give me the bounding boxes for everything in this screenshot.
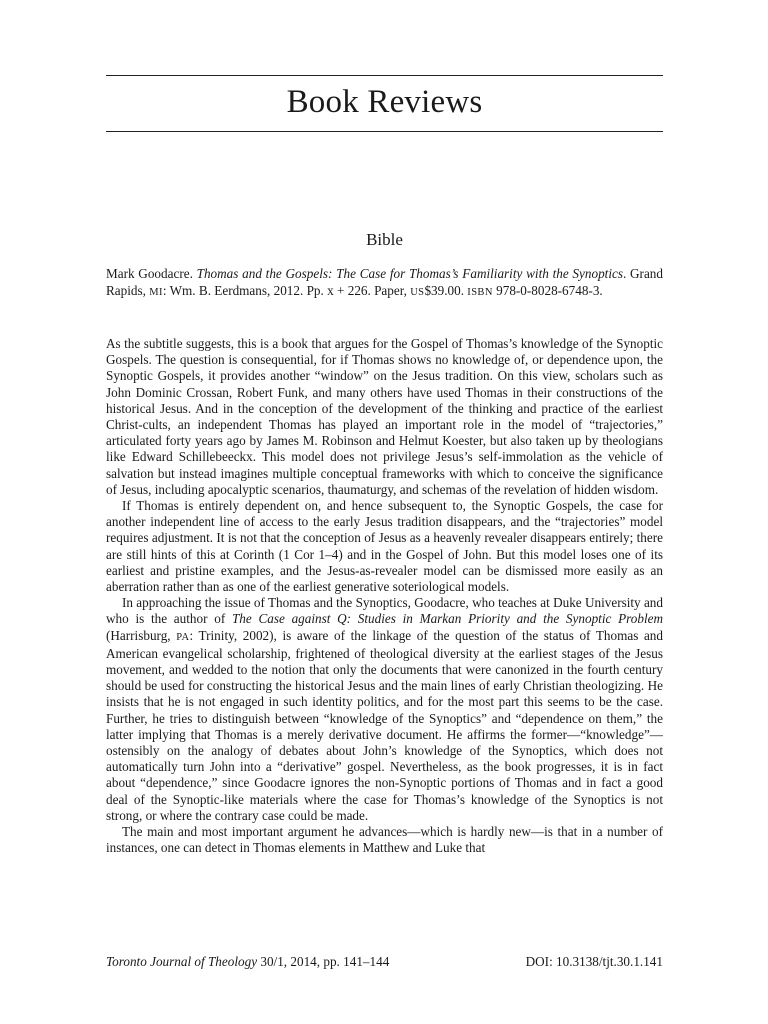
review-book-title: Thomas and the Gospels: The Case for Thomas’s Familiarity with the Synoptics xyxy=(196,266,623,281)
paragraph-4: The main and most important argument he advances—which is hardly new—is that in a number of instances, one can detect in Thomas elements in Matthew and Luke that xyxy=(106,824,663,856)
review-place: Grand Rapids, xyxy=(106,266,663,298)
review-author: Mark Goodacre. xyxy=(106,266,193,281)
footer-journal: Toronto Journal of Theology xyxy=(106,954,258,969)
paragraph-3 xyxy=(106,595,663,824)
page-footer xyxy=(106,953,663,971)
paragraph-3-part-a: In approaching the issue of Thomas and the Synoptics, Goodacre, who teaches at Duke University and who is the author of xyxy=(106,595,663,627)
review-body xyxy=(106,336,663,857)
review-state: MI xyxy=(149,286,163,298)
page-title: Book Reviews xyxy=(286,84,483,120)
paragraph-1: As the subtitle suggests, this is a book that argues for the Gospel of Thomas’s knowledge of the Synoptic Gospels. The question is consequential, for if Thomas shows no knowledge of, or dependence upon, the Synoptic Gospels, it provides another “window” on the Jesus tradition. On this view, scholars such as John Dominic Crossan, Robert Funk, and many others have used Thomas in their constructions of the historical Jesus. And in the conception of the development of the thinking and practice of the earliest Christ-cults, an independent Thomas has played an important role in the model of “trajectories,” articulated forty years ago by James M. Robinson and Helmut Koester, but also taken up by theologians like Edward Schillebeeckx. This model does not privilege Jesus’s self-immolation as the vehicle of salvation but instead imagines multiple conceptual frameworks with which to conceive the significance of Jesus, including apocalyptic scenarios, thaumaturgy, and schemas of the revelation of hidden wisdom. xyxy=(106,336,663,497)
review-publisher: : Wm. B. Eerdmans, 2012. Pp. x + 226. Paper, xyxy=(162,282,407,298)
review-currency: US xyxy=(410,286,425,298)
footer-citation: 30/1, 2014, pp. 141–144 xyxy=(257,954,390,969)
paragraph-3-state: PA xyxy=(176,631,190,643)
review-isbn: 978-0-8028-6748-3. xyxy=(496,282,603,298)
header-top-rule xyxy=(106,75,663,76)
footer-doi: DOI: 10.3138/tjt.30.1.141 xyxy=(525,954,663,969)
paragraph-3-part-b: (Harrisburg, xyxy=(106,627,177,643)
cited-book-title: The Case against Q: Studies in Markan Priority and the Synoptic Problem xyxy=(231,611,663,627)
review-price: $39.00. xyxy=(424,282,464,298)
bibliographic-entry: Mark Goodacre. Thomas and the Gospels: The Case for Thomas’s Familiarity with the Synoptics. Grand Rapids, MI: Wm. B. Eerdmans, 2012. Pp. x + 226. Paper, US$39.00. ISBN 978-0-8028-6748-3. xyxy=(106,266,663,298)
paragraph-2: If Thomas is entirely dependent on, and hence subsequent to, the Synoptic Gospels, the case for another independent line of access to the early Jesus tradition disappears, and the “trajectories” model requires adjustment. It is not that the conception of Jesus as a heavenly revealer disappears entirely; there are still hints of this at Corinth (1 Cor 1–4) and in the Gospel of John. But this model loses one of its earliest and pristine examples, and the Jesus-as-revealer model can be dismissed more easily as an aberration rather than as one of the earliest generative soteriological models. xyxy=(106,498,663,595)
section-heading: Bible xyxy=(366,230,403,249)
paragraph-3-part-c: : Trinity, 2002), is aware of the linkage of the question of the status of Thomas and American evangelical scholarship, frightened of theological diversity at the earliest stages of the Jesus movement, and wedded to the notion that only the documents that were canonized in the fourth century should be used for constructing the historical Jesus and the main lines of early Christian theologizing. He insists that he is not engaged in such identity politics, and for the most part this seems to be the case. Further, he tries to distinguish between “knowledge of the Synoptics” and “dependence on them,” the latter implying that Thomas is a merely derivative document. He affirms the former—“knowledge”—ostensibly on the analogy of debates about John’s knowledge of the Synoptics, which does not automatically turn John into a “derivative” gospel. Nevertheless, as the book progresses, it is in fact about “dependence,” since Goodacre ignores the non-Synoptic portions of Thomas and in fact a good deal of the Synoptic-like materials where the case for Thomas’s knowledge of the Synoptics is not strong, or where the contrary case could be made. xyxy=(106,627,663,823)
review-isbn-label: ISBN xyxy=(467,286,493,298)
header-bottom-rule xyxy=(106,131,663,132)
footer-citation-block xyxy=(106,953,389,971)
